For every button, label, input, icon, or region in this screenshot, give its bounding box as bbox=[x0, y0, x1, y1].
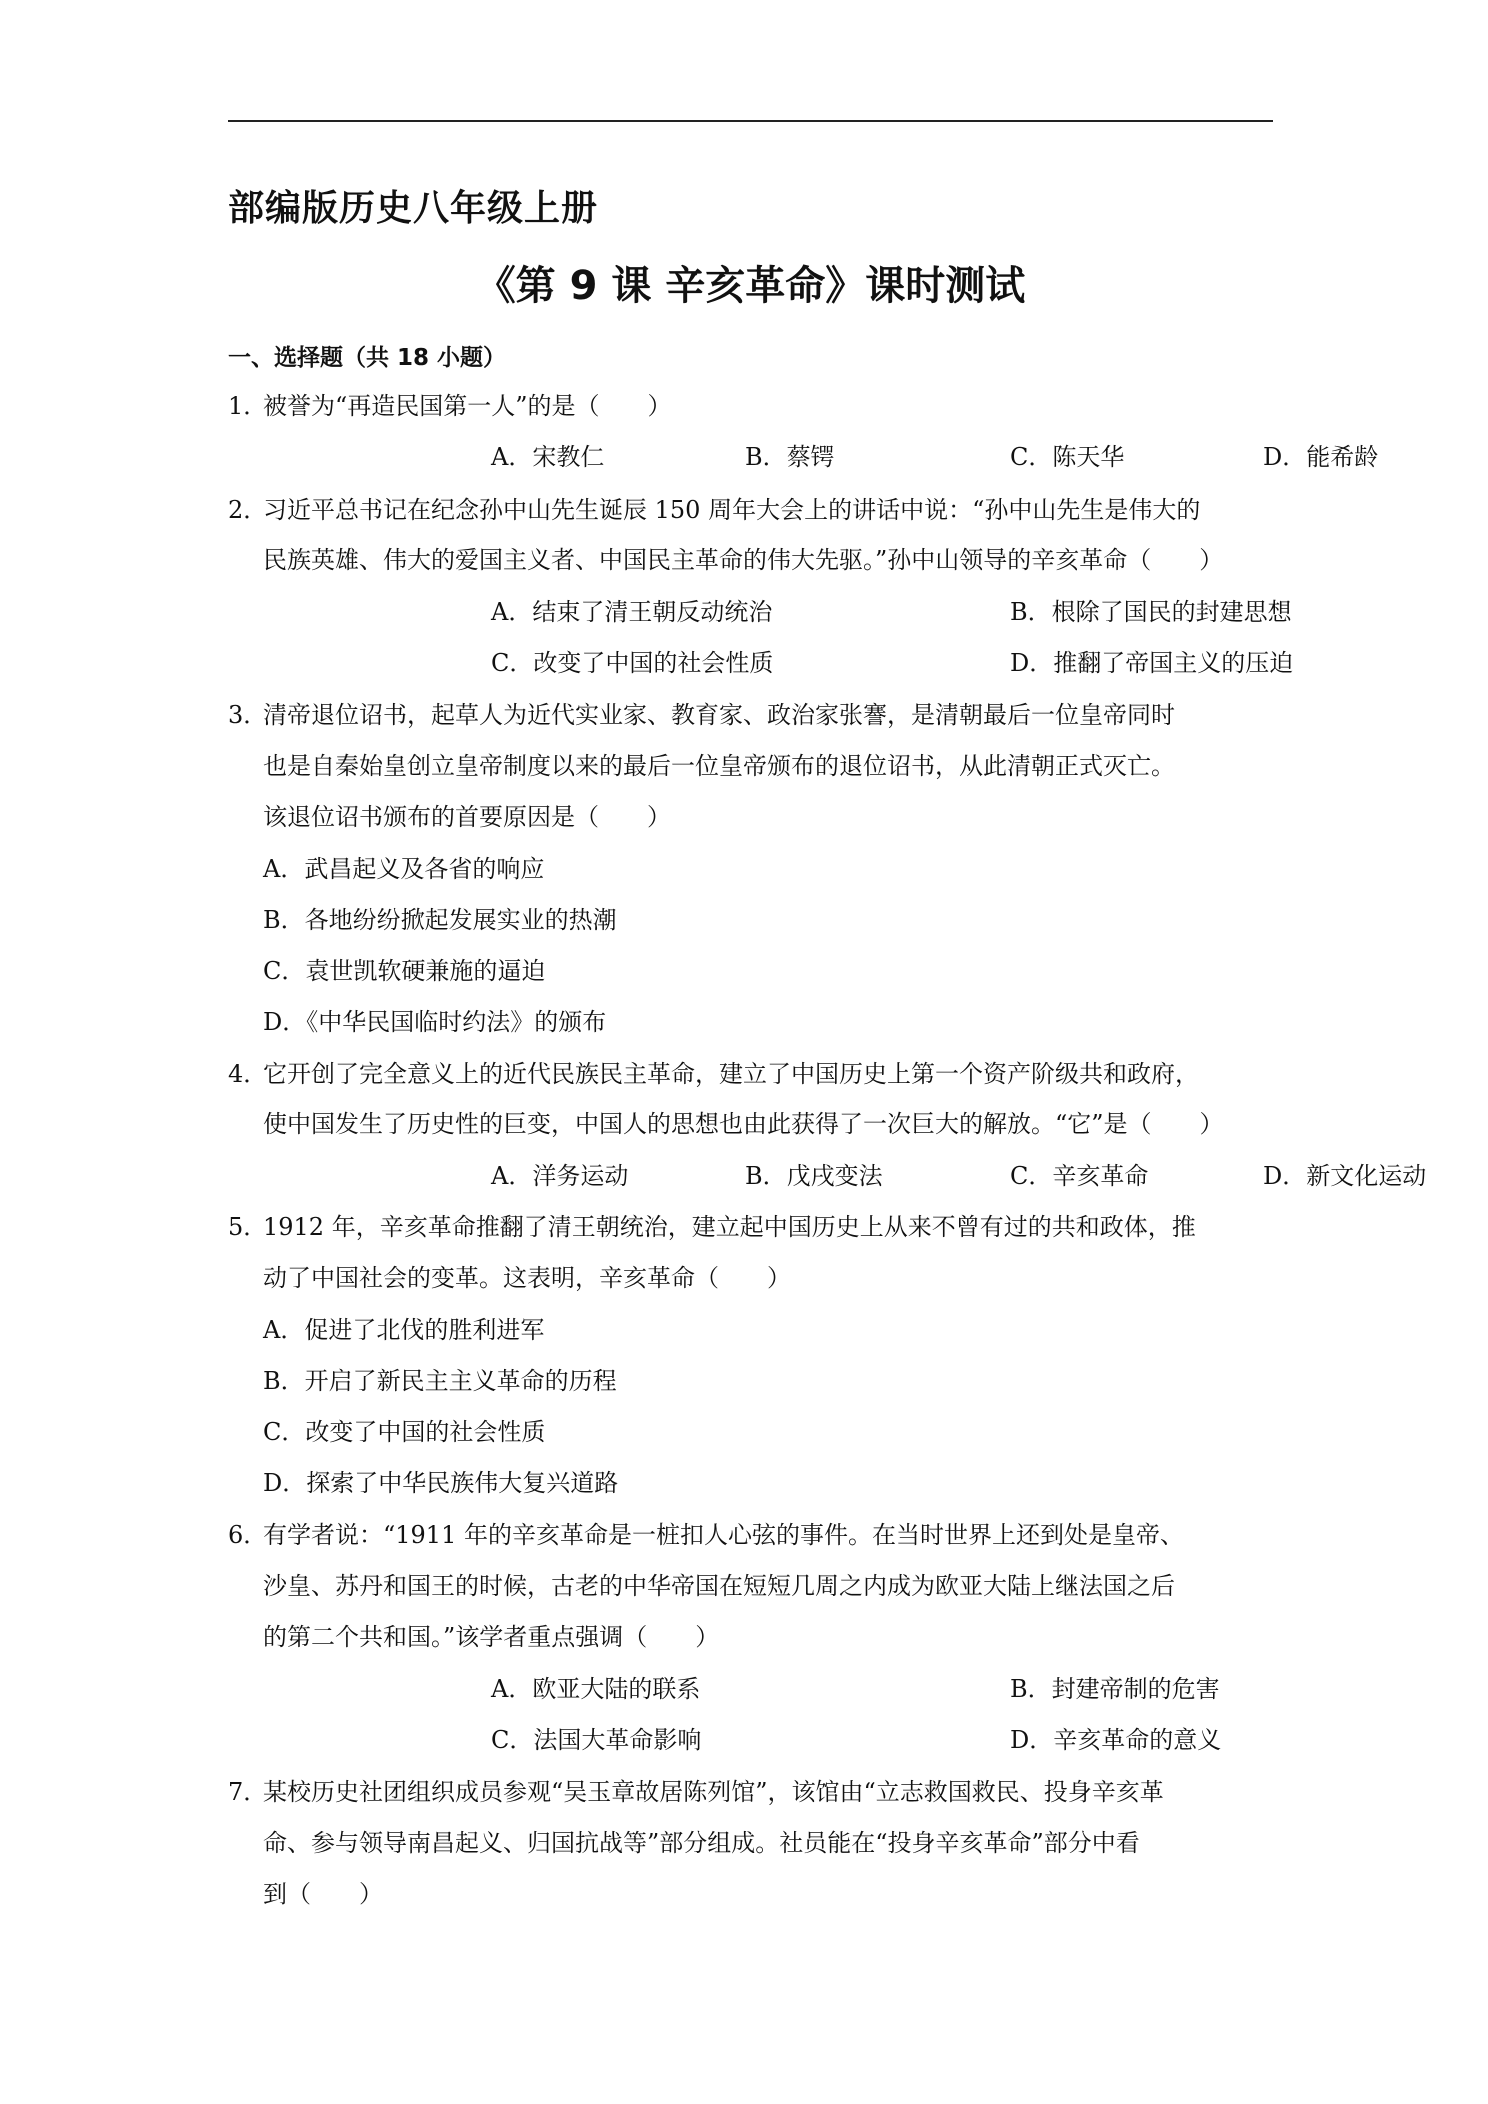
question-6-stem-cont: 的第二个共和国。”该学者重点强调（ ） bbox=[263, 1623, 720, 1651]
question-2-options-row2 bbox=[228, 646, 1294, 680]
question-3-stem-cont: 该退位诏书颁布的首要原因是（ ） bbox=[263, 803, 671, 831]
option-c[interactable]: C．袁世凯软硬兼施的逼迫 bbox=[263, 957, 546, 985]
question-2-stem: 2．习近平总书记在纪念孙中山先生诞辰 150 周年大会上的讲话中说：“孙中山先生是伟大的 bbox=[228, 493, 1273, 527]
question-6-options-row1 bbox=[228, 1672, 1273, 1706]
question-number: 7． bbox=[228, 1778, 268, 1806]
option-a[interactable]: A．武昌起义及各省的响应 bbox=[263, 855, 545, 883]
question-7-stem: 7．某校历史社团组织成员参观“吴玉章故居陈列馆”，该馆由“立志救国救民、投身辛亥革 bbox=[228, 1775, 1273, 1809]
option-b[interactable]: B．蔡锷 bbox=[745, 443, 835, 471]
question-6-options-row2 bbox=[228, 1723, 1273, 1757]
page-title: 《第 9 课 辛亥革命》课时测试 bbox=[475, 263, 1026, 309]
question-6-stem: 6．有学者说：“1911 年的辛亥革命是一桩扣人心弦的事件。在当时世界上还到处是皇帝、 bbox=[228, 1518, 1273, 1552]
option-a[interactable]: A．宋教仁 bbox=[491, 443, 605, 471]
option-b[interactable]: B．根除了国民的封建思想 bbox=[1010, 598, 1292, 626]
option-d[interactable]: D．《中华民国临时约法》的颁布 bbox=[263, 1008, 607, 1036]
header-rule bbox=[228, 120, 1273, 122]
option-d[interactable]: D．新文化运动 bbox=[1263, 1162, 1427, 1190]
question-number: 5． bbox=[228, 1213, 268, 1241]
question-4-stem-cont: 使中国发生了历史性的巨变，中国人的思想也由此获得了一次巨大的解放。“它”是（ ） bbox=[263, 1110, 1224, 1138]
option-c[interactable]: C．辛亥革命 bbox=[1010, 1162, 1149, 1190]
question-6-stem-cont: 沙皇、苏丹和国王的时候，古老的中华帝国在短短几周之内成为欧亚大陆上继法国之后 bbox=[263, 1572, 1175, 1600]
question-7-stem-cont: 命、参与领导南昌起义、归国抗战等”部分组成。社员能在“投身辛亥革命”部分中看 bbox=[263, 1829, 1140, 1857]
option-a[interactable]: A．欧亚大陆的联系 bbox=[491, 1675, 701, 1703]
question-3-stem: 3．清帝退位诏书，起草人为近代实业家、教育家、政治家张謇，是清朝最后一位皇帝同时 bbox=[228, 698, 1273, 732]
question-1-options bbox=[228, 440, 1379, 474]
question-4-stem: 4．它开创了完全意义上的近代民族民主革命，建立了中国历史上第一个资产阶级共和政府， bbox=[228, 1057, 1273, 1091]
option-c[interactable]: C．陈天华 bbox=[1010, 443, 1125, 471]
question-number: 1． bbox=[228, 392, 268, 420]
question-5-stem-cont: 动了中国社会的变革。这表明，辛亥革命（ ） bbox=[263, 1264, 791, 1292]
option-a[interactable]: A．促进了北伐的胜利进军 bbox=[263, 1316, 545, 1344]
question-number: 2． bbox=[228, 496, 268, 524]
option-a[interactable]: A．结束了清王朝反动统治 bbox=[491, 598, 773, 626]
question-7-stem-cont: 到（ ） bbox=[263, 1880, 383, 1908]
option-b[interactable]: B．戊戌变法 bbox=[745, 1162, 883, 1190]
question-4-options bbox=[228, 1159, 1427, 1193]
question-2-options-row1 bbox=[228, 595, 1292, 629]
question-3-stem-cont: 也是自秦始皇创立皇帝制度以来的最后一位皇帝颁布的退位诏书，从此清朝正式灭亡。 bbox=[263, 752, 1175, 780]
section-heading: 一、选择题（共 18 小题） bbox=[228, 345, 507, 371]
question-number: 3． bbox=[228, 701, 268, 729]
question-1-stem: 1．被誉为“再造民国第一人”的是（ ） bbox=[228, 389, 1273, 423]
series-title: 部编版历史八年级上册 bbox=[228, 188, 599, 229]
question-5-stem: 5．1912 年，辛亥革命推翻了清王朝统治，建立起中国历史上从来不曾有过的共和政体，推 bbox=[228, 1210, 1273, 1244]
option-d[interactable]: D．能希龄 bbox=[1263, 443, 1379, 471]
question-number: 6． bbox=[228, 1521, 268, 1549]
option-c[interactable]: C．改变了中国的社会性质 bbox=[491, 649, 774, 677]
option-b[interactable]: B．开启了新民主主义革命的历程 bbox=[263, 1367, 617, 1395]
option-c[interactable]: C．改变了中国的社会性质 bbox=[263, 1418, 546, 1446]
option-d[interactable]: D．探索了中华民族伟大复兴道路 bbox=[263, 1469, 619, 1497]
option-a[interactable]: A．洋务运动 bbox=[491, 1162, 629, 1190]
option-c[interactable]: C．法国大革命影响 bbox=[491, 1726, 702, 1754]
option-d[interactable]: D．推翻了帝国主义的压迫 bbox=[1010, 649, 1294, 677]
question-2-stem-cont: 民族英雄、伟大的爱国主义者、中国民主革命的伟大先驱。”孙中山领导的辛亥革命（ ） bbox=[263, 546, 1224, 574]
question-number: 4． bbox=[228, 1060, 268, 1088]
option-b[interactable]: B．各地纷纷掀起发展实业的热潮 bbox=[263, 906, 617, 934]
option-d[interactable]: D．辛亥革命的意义 bbox=[1010, 1726, 1222, 1754]
option-b[interactable]: B．封建帝制的危害 bbox=[1010, 1675, 1220, 1703]
